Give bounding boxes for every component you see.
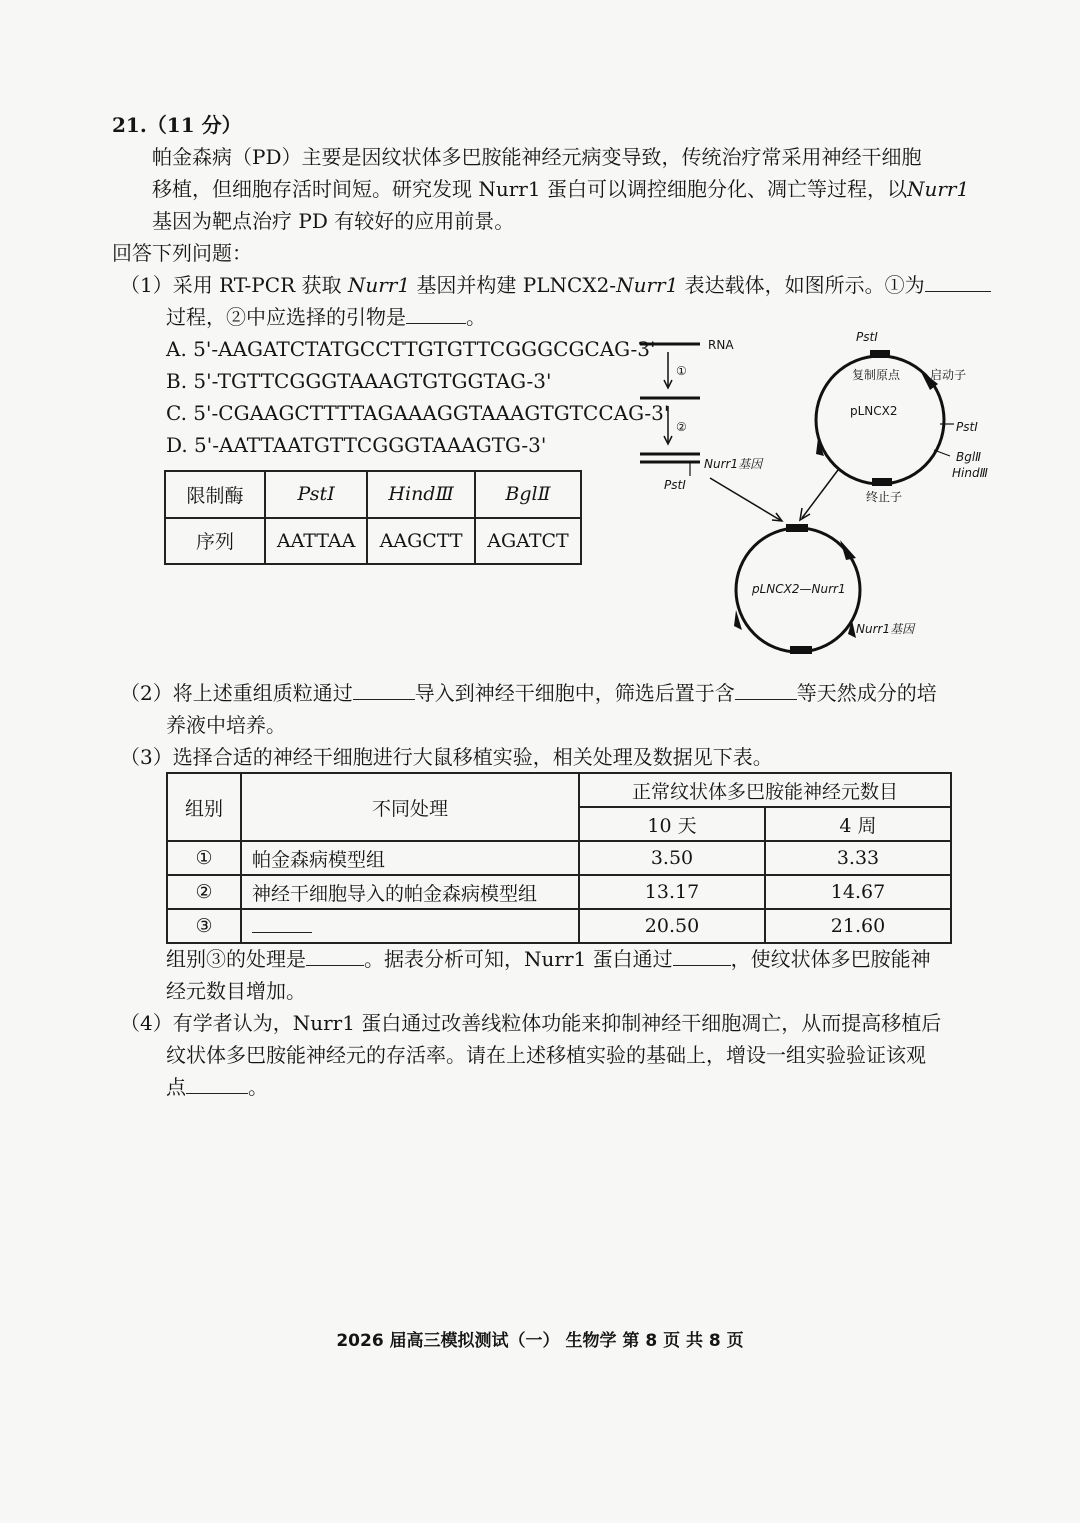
enzyme-header: 限制酶 (165, 471, 265, 518)
enzyme-name: PstⅠ (265, 471, 367, 518)
w4-cell: 14.67 (765, 875, 951, 909)
d10-cell: 13.17 (579, 875, 765, 909)
answer-blank[interactable] (673, 947, 731, 966)
sequence-header: 序列 (165, 518, 265, 565)
answer-blank[interactable] (406, 305, 466, 324)
d10-cell: 3.50 (579, 841, 765, 875)
experiment-table (166, 772, 952, 944)
col-4w-header: 4 周 (765, 807, 951, 841)
part1-line2: 过程，②中应选择的引物是 。 (166, 305, 486, 329)
enzyme-table (164, 470, 582, 565)
plasmid-label: pLNCX2 (850, 404, 898, 418)
col-10d-header: 10 天 (579, 807, 765, 841)
recombinant-gene-label: Nurr1基因 (856, 622, 915, 636)
vector-arrow (802, 470, 838, 518)
group-cell: ③ (167, 909, 241, 943)
promoter-label: 启动子 (930, 368, 967, 382)
part3-after1: 组别③的处理是 。据表分析可知，Nurr1 蛋白通过 ，使纹状体多巴胺能神 (166, 947, 931, 971)
terminator-label: 终止子 (866, 490, 903, 504)
question-number: 21.（11 分） (112, 113, 242, 137)
pst-label-right: PstⅠ (956, 420, 978, 434)
table-row (167, 841, 951, 875)
part2-line1: （2）将上述重组质粒通过 导入到神经干细胞中，筛选后置于含 等天然成分的培 (120, 681, 937, 705)
answer-blank[interactable] (925, 273, 991, 292)
col-treatment-header: 不同处理 (241, 773, 579, 841)
intro-line-3: 基因为靶点治疗 PD 有较好的应用前景。 (152, 209, 515, 233)
part1-line1: （1）采用 RT-PCR 获取 Nurr1 基因并构建 PLNCX2-Nurr1 表达载体，如图所示。①为 (120, 272, 991, 298)
part3-line1: （3）选择合适的神经干细胞进行大鼠移植实验，相关处理及数据见下表。 (120, 745, 773, 769)
answer-blank[interactable] (353, 681, 415, 700)
insert-arrow (710, 478, 780, 520)
enzyme-sequence: AAGCTT (367, 518, 475, 565)
ori-label: 复制原点 (852, 368, 901, 382)
enzyme-name: BglⅡ (475, 471, 581, 518)
table-row (167, 875, 951, 909)
enzyme-sequence: AATTAA (265, 518, 367, 565)
part4-line2: 纹状体多巴胺能神经元的存活率。请在上述移植实验的基础上，增设一组实验验证该观 (166, 1043, 926, 1067)
answer-blank[interactable] (252, 914, 312, 933)
intro-line-1: 帕金森病（PD）主要是因纹状体多巴胺能神经元病变导致，传统治疗常采用神经干细胞 (152, 145, 922, 169)
pst-site-top (870, 350, 890, 358)
w4-cell: 21.60 (765, 909, 951, 943)
treatment-cell: 神经干细胞导入的帕金森病模型组 (241, 875, 579, 909)
option-b: B. 5'-TGTTCGGGTAAAGTGTGGTAG-3' (166, 369, 552, 393)
col-group-header: 组别 (167, 773, 241, 841)
pst-label-left: PstⅠ (664, 478, 686, 492)
pst-label-top: PstⅠ (856, 330, 878, 344)
col-count-header: 正常纹状体多巴胺能神经元数目 (579, 773, 951, 807)
enzyme-sequence: AGATCT (475, 518, 581, 565)
enzyme-name: HindⅢ (367, 471, 475, 518)
hind-label: HindⅢ (952, 466, 988, 480)
treatment-cell: 帕金森病模型组 (241, 841, 579, 875)
answer-blank[interactable] (306, 947, 364, 966)
answer-blank[interactable] (735, 681, 797, 700)
w4-cell: 3.33 (765, 841, 951, 875)
step1-label: ① (676, 364, 687, 378)
group-cell: ② (167, 875, 241, 909)
part3-after2: 经元数目增加。 (166, 979, 306, 1003)
option-c: C. 5'-CGAAGCTTTTAGAAAGGTAAAGTGTCCAG-3' (166, 401, 670, 425)
treatment-cell (241, 909, 579, 943)
option-a: A. 5'-AAGATCTATGCCTTGTGTTCGGGCGCAG-3' (166, 337, 656, 361)
answer-blank[interactable] (186, 1075, 248, 1094)
gene-label: Nurr1基因 (704, 457, 763, 471)
prompt: 回答下列问题： (112, 241, 252, 265)
step2-label: ② (676, 420, 687, 434)
part4-line3: 点 。 (166, 1075, 268, 1099)
page-footer: 2026 届高三模拟测试（一） 生物学 第 8 页 共 8 页 (336, 1331, 744, 1351)
terminator-marker (872, 478, 892, 486)
group-cell: ① (167, 841, 241, 875)
rna-label: RNA (708, 338, 734, 352)
option-d: D. 5'-AATTAATGTTCGGGTAAAGTG-3' (166, 433, 547, 457)
table-row (167, 909, 951, 943)
recombinant-label: pLNCX2—Nurr1 (752, 582, 846, 596)
part4-line1: （4）有学者认为，Nurr1 蛋白通过改善线粒体功能来抑制神经干细胞凋亡，从而提高移植后 (120, 1011, 942, 1035)
intro-line-2: 移植，但细胞存活时间短。研究发现 Nurr1 蛋白可以调控细胞分化、凋亡等过程，以Nurr1 (152, 177, 970, 201)
d10-cell: 20.50 (579, 909, 765, 943)
bgl-label: BglⅡ (956, 450, 982, 464)
part2-line2: 养液中培养。 (166, 713, 286, 737)
